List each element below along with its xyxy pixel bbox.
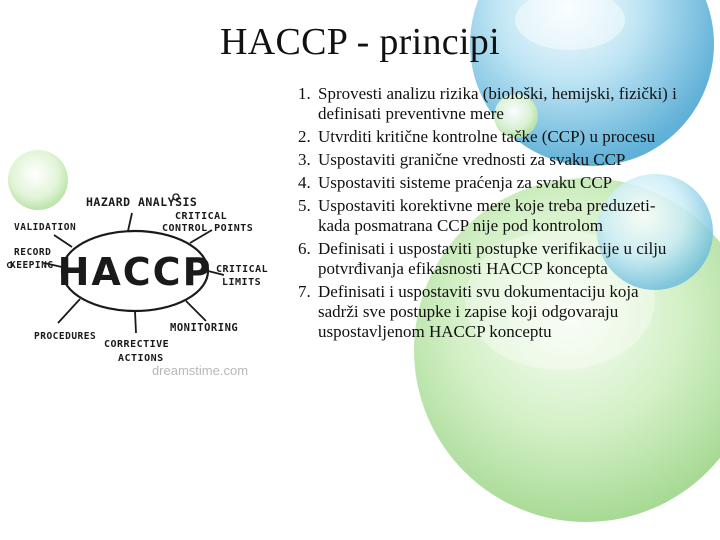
list-item-text: Definisati i uspostaviti svu dokumentaciju koja sadrži sve postupke i zapise koji odgovaraju uspostavljenom HACCP konceptu [318,282,639,341]
list-item-text: Utvrditi kritične kontrolne tačke (CCP) u procesu [318,127,656,146]
diagram-label-record-2: KEEPING [10,260,54,271]
list-item-number: 1. [298,84,311,103]
list-item-number: 2. [298,127,311,146]
list-item [298,282,678,342]
list-item-number: 7. [298,282,311,301]
diagram-label-critical-control-1: CRITICAL [175,211,228,222]
diagram-label-monitoring: MONITORING [170,322,239,334]
principles-list [298,84,678,345]
diagram-label-corrective-2: ACTIONS [118,353,164,364]
diagram-label-critical-limits-2: LIMITS [222,277,262,288]
diagram-label-record-1: RECORD [14,247,52,258]
diagram-label-critical-control-2: CONTROL POINTS [162,223,254,234]
list-item [298,84,678,124]
list-item [298,150,678,170]
slide-title: HACCP - principi [220,21,500,63]
list-item-text: Sprovesti analizu rizika (biološki, hemijski, fizički) i definisati preventivne mere [318,84,677,123]
diagram-label-hazard-analysis: HAZARD ANALYSIS [86,195,198,209]
diagram-watermark: dreamstime.com [151,363,249,378]
list-item-number: 3. [298,150,311,169]
list-item [298,127,678,147]
list-item-text: Definisati i uspostaviti postupke verifikacije u cilju potvrđivanja efikasnosti HACCP koncepta [318,239,667,278]
list-item [298,196,678,236]
list-item-text: Uspostaviti sisteme praćenja za svaku CCP [318,173,613,192]
diagram-label-validation: VALIDATION [14,222,77,233]
haccp-diagram [0,175,275,390]
list-item [298,173,678,193]
list-item-number: 6. [298,239,311,258]
diagram-label-corrective-1: CORRECTIVE [104,339,170,350]
diagram-center-label: HACCP [57,250,213,294]
diagram-label-procedures: PROCEDURES [34,331,97,342]
list-item-text: Uspostaviti granične vrednosti za svaku CCP [318,150,626,169]
list-item-number: 4. [298,173,311,192]
diagram-label-critical-limits-1: CRITICAL [216,264,269,275]
list-item [298,239,678,279]
list-item-number: 5. [298,196,311,215]
list-item-text: Uspostaviti korektivne mere koje treba preduzeti-kada posmatrana CCP nije pod kontrolom [318,196,656,235]
